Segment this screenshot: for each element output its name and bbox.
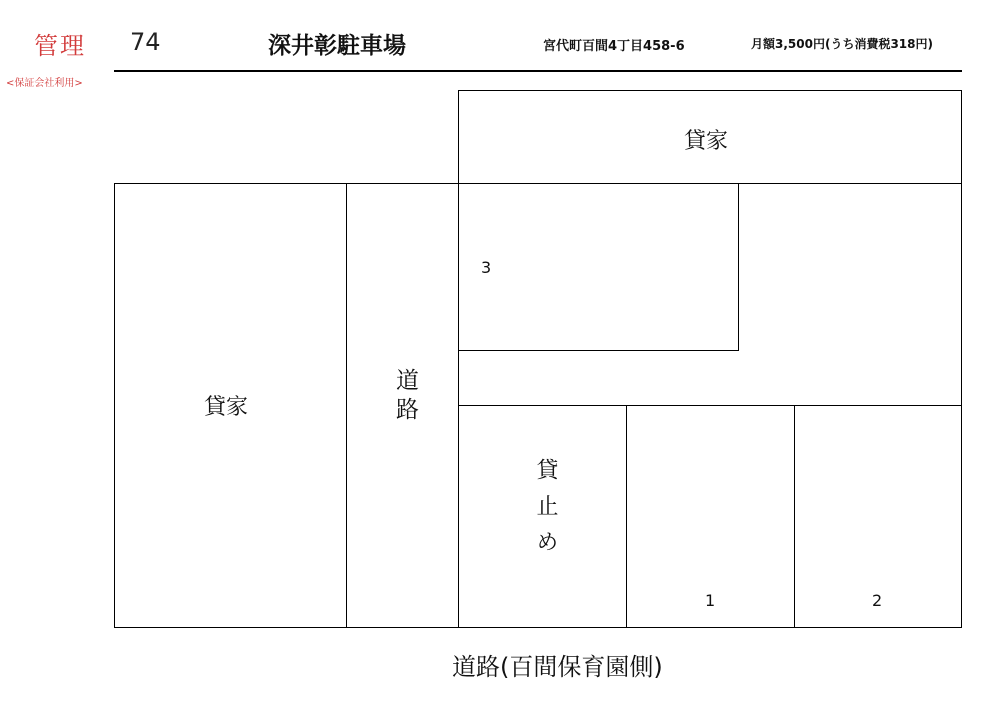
address: 宮代町百間4丁目458-6 [543, 39, 685, 54]
lot-name: 深井彰駐車場 [268, 33, 406, 59]
monthly-fee: 月額3,500円(うち消費税318円) [751, 37, 933, 51]
management-note: <保証会社利用> [6, 78, 83, 89]
no-parking-label: 貸止め [533, 458, 558, 566]
divider-left-house [346, 183, 347, 628]
divider-space-2-left [794, 405, 795, 628]
parking-space-3 [458, 183, 739, 351]
lot-number: 74 [130, 28, 161, 56]
bottom-row-divider [458, 405, 962, 406]
space-number-1: 1 [705, 591, 716, 610]
left-rental-house-label: 貸家 [204, 395, 249, 420]
header-divider [114, 70, 962, 72]
top-rental-house-label: 貸家 [684, 129, 729, 154]
management-label: 管理 [34, 32, 86, 60]
space-number-3: 3 [481, 258, 492, 277]
divider-space-1-left [626, 405, 627, 628]
bottom-road-label: 道路(百間保育園側) [452, 653, 663, 681]
space-number-2: 2 [872, 591, 883, 610]
side-road-label: 道路 [392, 368, 418, 426]
